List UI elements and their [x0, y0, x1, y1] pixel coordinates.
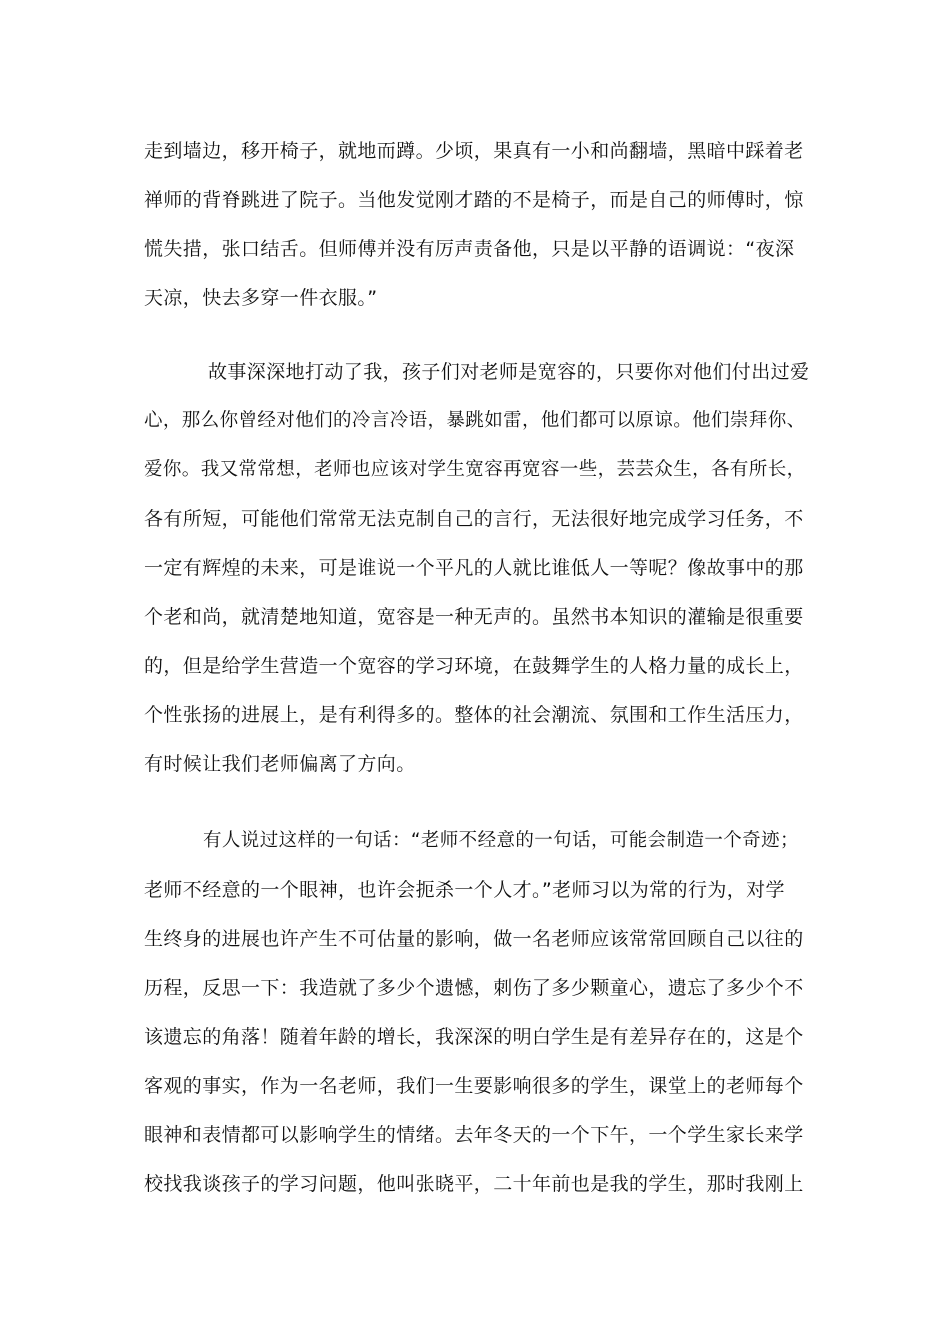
text-line: 个老和尚，就清楚地知道，宽容是一种无声的。虽然书本知识的灌输是很重要 [144, 606, 804, 628]
text-line: 天凉，快去多穿一件衣服。” [144, 287, 378, 309]
text-line: 该遗忘的角落！随着年龄的增长，我深深的明白学生是有差异存在的，这是个 [144, 1026, 804, 1048]
text-line: 各有所短，可能他们常常无法克制自己的言行，无法很好地完成学习任务，不 [144, 508, 804, 530]
text-line: 历程，反思一下：我造就了多少个遗憾，刺伤了多少颗童心，遗忘了多少个不 [144, 977, 804, 999]
text-line: 禅师的背脊跳进了院子。当他发觉刚才踏的不是椅子，而是自己的师傅时，惊 [144, 189, 804, 211]
text-line: 一定有辉煌的未来，可是谁说一个平凡的人就比谁低人一等呢？像故事中的那 [144, 557, 804, 579]
text-line: 爱你。我又常常想，老师也应该对学生宽容再宽容一些，芸芸众生，各有所长， [144, 459, 806, 480]
text-line: 眼神和表情都可以影响学生的情绪。去年冬天的一个下午，一个学生家长来学 [144, 1124, 804, 1146]
text-line: 有人说过这样的一句话：“老师不经意的一句话，可能会制造一个奇迹； [203, 830, 799, 851]
text-line: 的，但是给学生营造一个宽容的学习环境，在鼓舞学生的人格力量的成长上， [144, 655, 804, 677]
text-line: 走到墙边，移开椅子，就地而蹲。少顷，果真有一小和尚翻墙，黑暗中踩着老 [144, 140, 804, 162]
text-line: 慌失措，张口结舌。但师傅并没有厉声责备他，只是以平静的语调说：“夜深 [144, 238, 795, 260]
text-line: 心，那么你曾经对他们的冷言冷语，暴跳如雷，他们都可以原谅。他们崇拜你、 [144, 410, 806, 431]
text-line: 老师不经意的一个眼神，也许会扼杀一个人才。”老师习以为常的行为，对学 [144, 879, 785, 901]
text-line: 客观的事实，作为一名老师，我们一生要影响很多的学生，课堂上的老师每个 [144, 1075, 804, 1097]
text-line: 校找我谈孩子的学习问题，他叫张晓平，二十年前也是我的学生，那时我刚上 [144, 1173, 804, 1195]
text-line: 个性张扬的进展上，是有利得多的。整体的社会潮流、氛围和工作生活压力， [144, 704, 804, 726]
text-line: 生终身的进展也许产生不可估量的影响，做一名老师应该常常回顾自己以往的 [144, 928, 804, 950]
text-line: 有时候让我们老师偏离了方向。 [144, 753, 416, 775]
text-line: 故事深深地打动了我，孩子们对老师是宽容的，只要你对他们付出过爱 [208, 361, 810, 383]
